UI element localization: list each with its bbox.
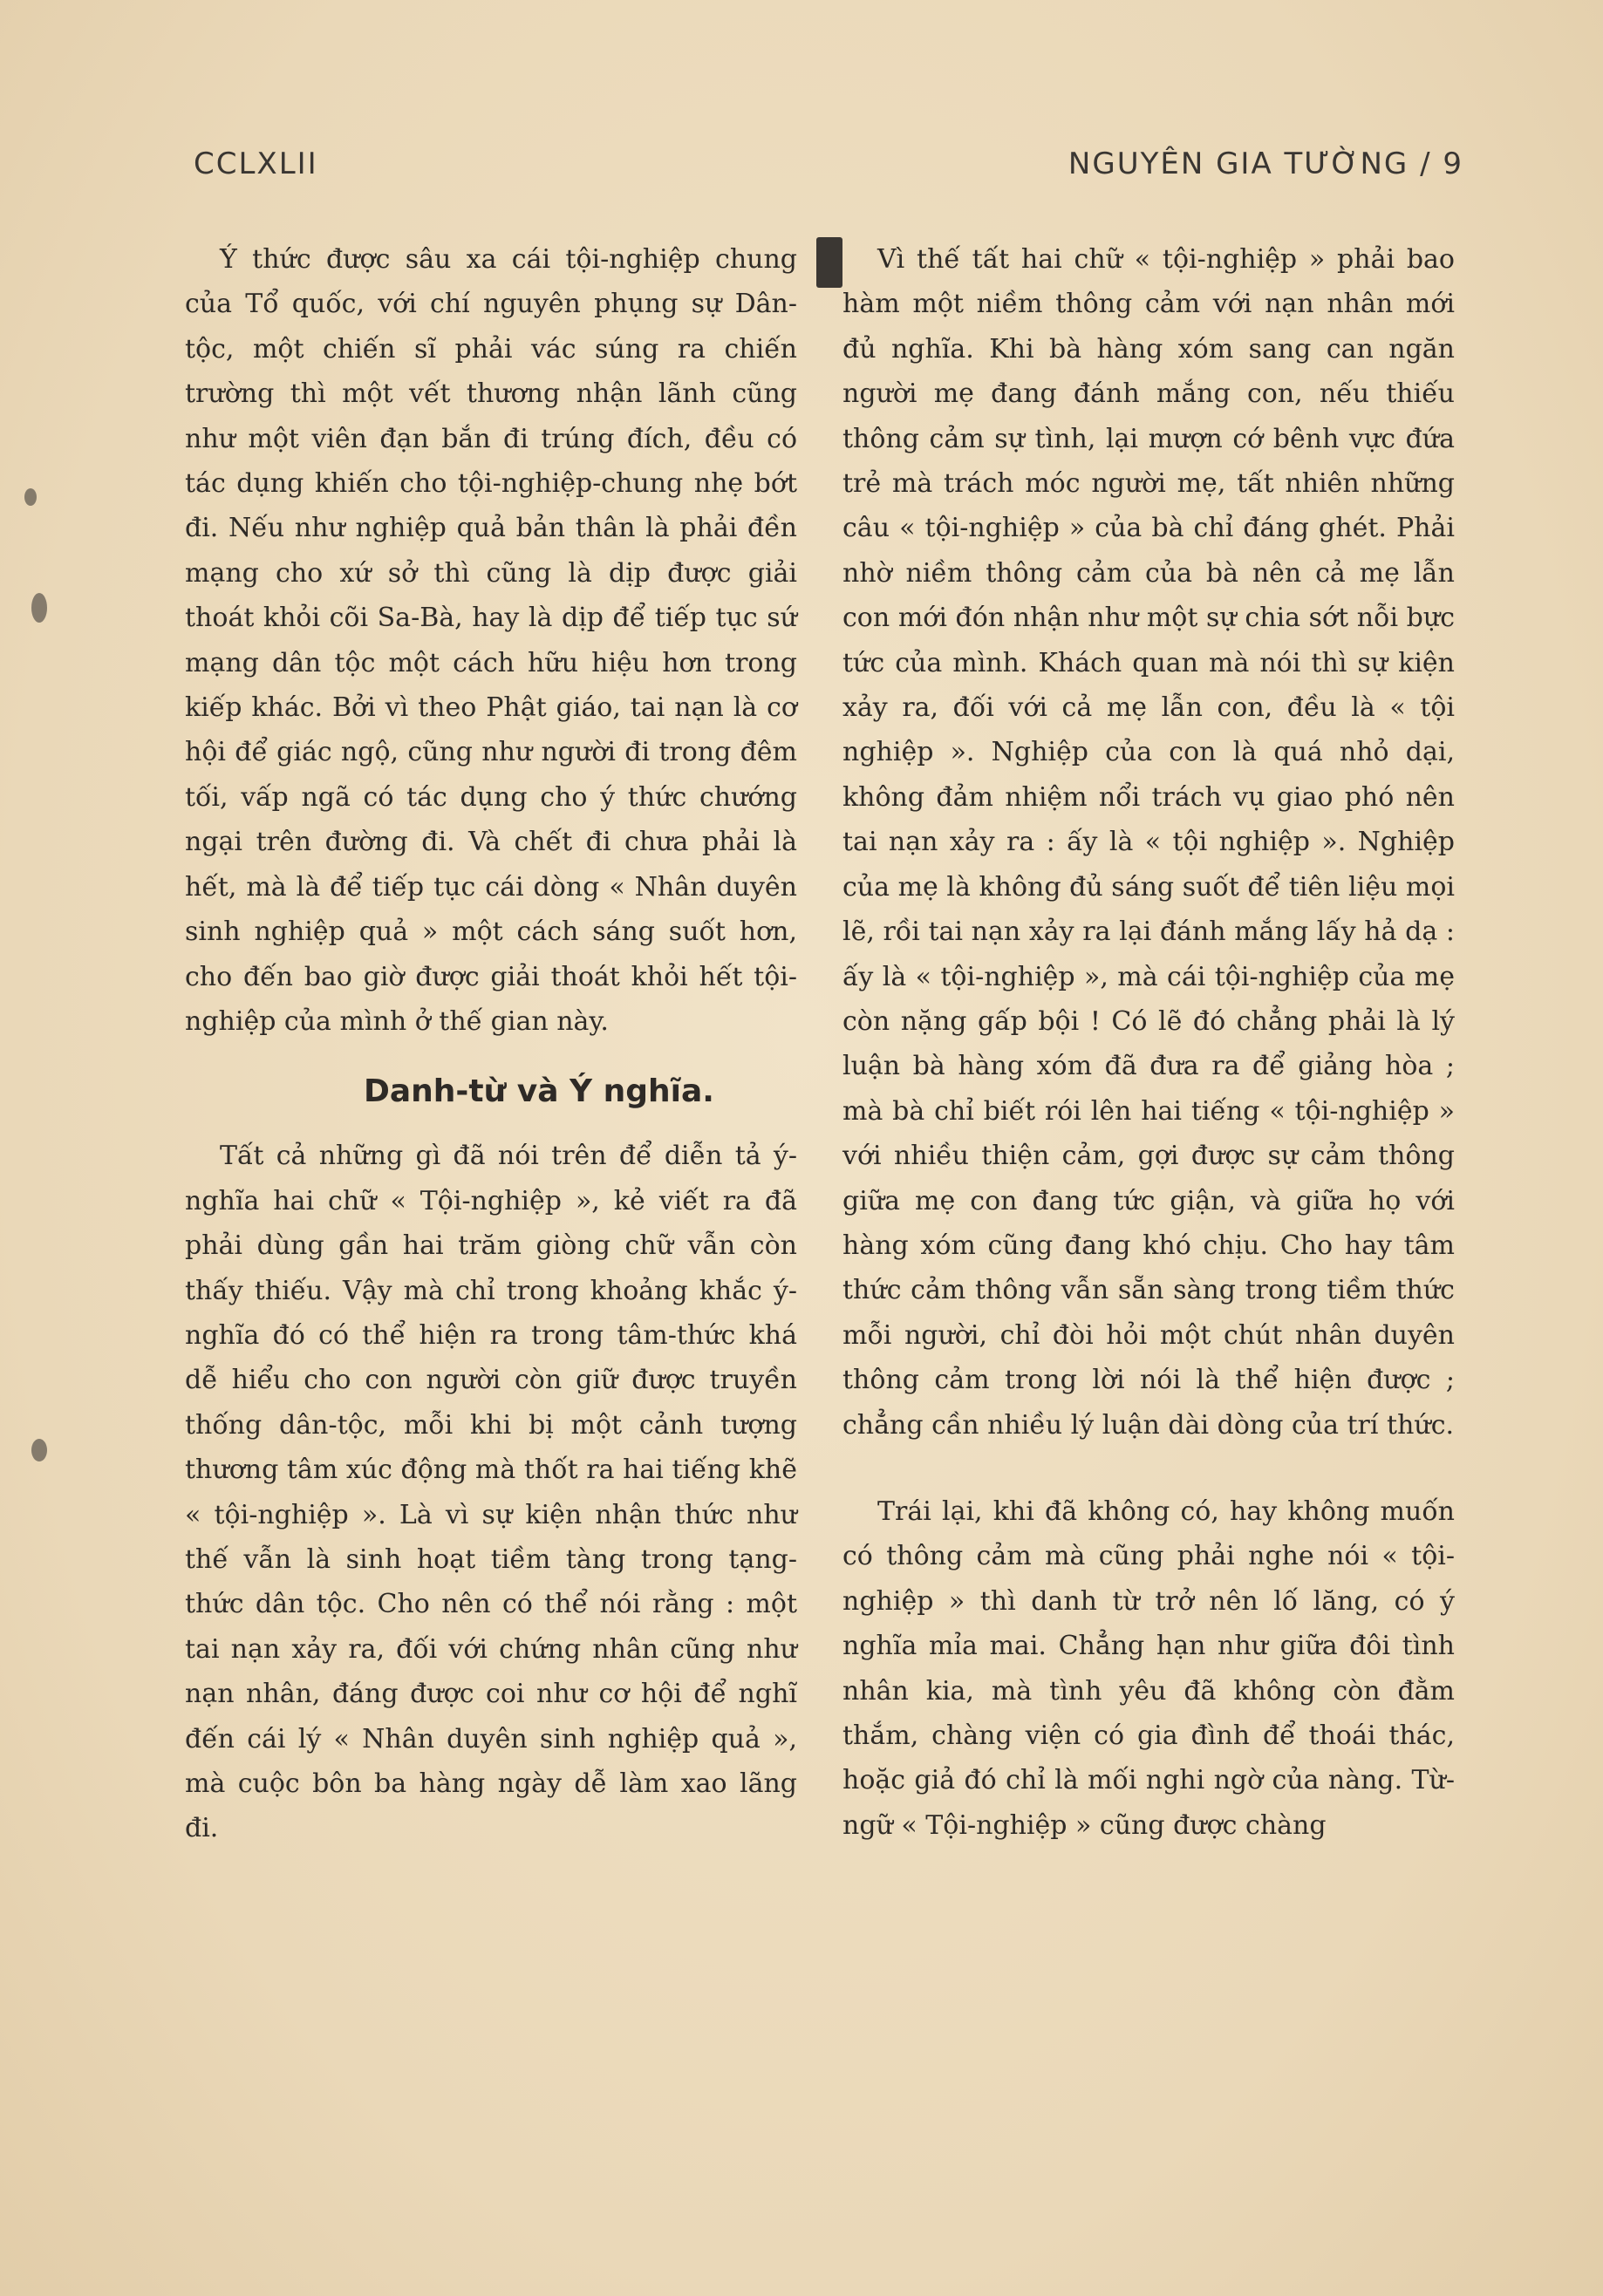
margin-speck xyxy=(31,1439,47,1461)
right-paragraph-2: Trái lại, khi đã không có, hay không muốn có thông cảm mà cũng phải nghe nói « tội-nghiệp » thì danh từ trở nên lố lăng, có ý nghĩa mỉa mai. Chẳng hạn như giữa đôi tình nhân kia, mà tình yêu đã không còn đằm thắm, chàng viện có gia đình để thoái thác, hoặc giả đó chỉ là mối nghi ngờ của nàng. Từ-ngữ « Tội-nghiệp » cũng được chàng xyxy=(842,1495,1455,1841)
margin-speck xyxy=(31,593,47,623)
section-title: Danh-từ và Ý nghĩa. xyxy=(364,1073,714,1110)
left-column xyxy=(185,237,797,1851)
left-paragraph-1: Ý thức được sâu xa cái tội-nghiệp chung của Tổ quốc, với chí nguyên phụng sự Dân-tộc, một chiến sĩ phải vác súng ra chiến trường thì một vết thương nhận lãnh cũng như một viên đạn bắn đi trúng đích, đều có tác dụng khiến cho tội-nghiệp-chung nhẹ bớt đi. Nếu như nghiệp quả bản thân là phải đền mạng cho xứ sở thì cũng là dịp được giải thoát khỏi cõi Sa-Bà, hay là dịp để tiếp tục sứ mạng dân tộc một cách hữu hiệu hơn trong kiếp khác. Bởi vì theo Phật giáo, tai nạn là cơ hội để giác ngộ, cũng như người đi trong đêm tối, vấp ngã có tác dụng cho ý thức chướng ngại trên đường đi. Và chết đi chưa phải là hết, mà là để tiếp tục cái dòng « Nhân duyên sinh nghiệp quả » một cách sáng suốt hơn, cho đến bao giờ được giải thoát khỏi hết tội-nghiệp của mình ở thế gian này. xyxy=(185,244,797,1037)
right-column xyxy=(842,237,1455,1848)
left-paragraph-2: Tất cả những gì đã nói trên để diễn tả ý-nghĩa hai chữ « Tội-nghiệp », kẻ viết ra đã phải dùng gần hai trăm giòng chữ vẫn còn thấy thiếu. Vậy mà chỉ trong khoảng khắc ý-nghĩa đó có thể hiện ra trong tâm-thức khá dễ hiểu cho con người còn giữ được truyền thống dân-tộc, mỗi khi bị một cảnh tượng thương tâm xúc động mà thốt ra hai tiếng khẽ « tội-nghiệp ». Là vì sự kiện nhận thức như thế vẫn là sinh hoạt tiềm tàng trong tạng-thức dân tộc. Cho nên có thể nói rằng : một tai nạn xảy ra, đối với chứng nhân cũng như nạn nhân, đáng được coi như cơ hội để nghĩ đến cái lý « Nhân duyên sinh nghiệp quả », mà cuộc bôn ba hàng ngày dễ làm xao lãng đi. xyxy=(185,1141,797,1844)
page-header-right: NGUYÊN GIA TƯỜNG / 9 xyxy=(1068,146,1463,181)
right-paragraph-1: Vì thế tất hai chữ « tội-nghiệp » phải bao hàm một niềm thông cảm với nạn nhân mới đủ nghĩa. Khi bà hàng xóm sang can ngăn người mẹ đang đánh mắng con, nếu thiếu thông cảm sự tình, lại mượn cớ bênh vực đứa trẻ mà trách móc người mẹ, tất nhiên những câu « tội-nghiệp » của bà chỉ đáng ghét. Phải nhờ niềm thông cảm của bà nên cả mẹ lẫn con mới đón nhận như một sự chia sớt nỗi bực tức của mình. Khách quan mà nói thì sự kiện xảy ra, đối với cả mẹ lẫn con, đều là « tội nghiệp ». Nghiệp của con là quá nhỏ dại, không đảm nhiệm nổi trách vụ giao phó nên tai nạn xảy ra : ấy là « tội nghiệp ». Nghiệp của mẹ là không đủ sáng suốt để tiên liệu mọi lẽ, rồi tai nạn xảy ra lại đánh mắng lấy hả dạ : ấy là « tội-nghiệp », mà cái tội-nghiệp của mẹ còn nặng gấp bội ! Có lẽ đó chẳng phải là lý luận bà hàng xóm đã đưa ra để giảng hòa ; mà bà chỉ biết rói lên hai tiếng « tội-nghiệp » với nhiều thiện cảm, gợi được sự cảm thông giữa mẹ con đang tức giận, và giữa họ với hàng xóm cũng đang khó chịu. Cho hay tâm thức cảm thông vẫn sẵn sàng trong tiềm thức mỗi người, chỉ đòi hỏi một chút nhân duyên thông cảm trong lời nói là thể hiện được ; chẳng cần nhiều lý luận dài dòng của trí thức. xyxy=(842,244,1455,1441)
margin-speck xyxy=(24,488,37,506)
ink-blot-mark xyxy=(816,237,842,288)
page-header-left: CCLXLII xyxy=(194,146,318,181)
